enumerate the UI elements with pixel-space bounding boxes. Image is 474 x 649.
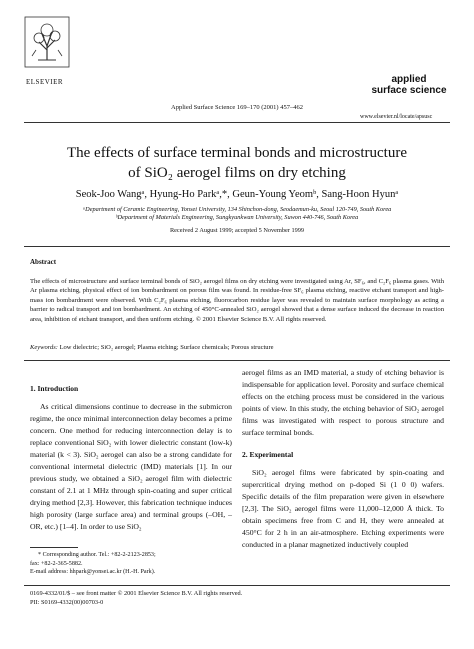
elsevier-tree-logo-icon bbox=[24, 16, 70, 68]
keywords-list: Low dielectric; SiO₂ aerogel; Plasma etching; Surface chemicals; Porous structure bbox=[59, 344, 274, 351]
section-2-paragraph: SiO₂ aerogel films were fabricated by spin-coating and supercritical drying method on p-doped Si (1 0 0) wafers. Specific details of the film preparation were given in elsewhere [2,3]. The SiO₂ aerogel films were 11,000–12,000 Å thick. To obtain specimens free from C and H, they were annealed at 450°C for 2 h in an air-atmosphere. Etching experiments were conducted in a planar magnetized inductively coupled bbox=[242, 468, 444, 549]
header-rule bbox=[24, 122, 450, 123]
abstract-heading: Abstract bbox=[30, 258, 57, 266]
right-column bbox=[242, 367, 444, 551]
footer-pii: PII: S0169-4332(00)00703-0 bbox=[30, 599, 104, 606]
journal-logo-line1: applied bbox=[391, 74, 427, 85]
abstract-bottom-rule bbox=[24, 360, 450, 361]
received-dates: Received 2 August 1999; accepted 5 November 1999 bbox=[169, 227, 305, 234]
abstract-top-rule bbox=[24, 246, 450, 247]
journal-logo-line2: surface science bbox=[371, 85, 447, 96]
section-1-heading: 1. Introduction bbox=[30, 384, 79, 393]
affiliation-a: ᵃDepartment of Ceramic Engineering, Yonsei University, 134 Shinchon-dong, Seodaemun-ku, Seoul 120-749, South Korea bbox=[82, 206, 392, 213]
section-2-heading: 2. Experimental bbox=[242, 450, 294, 459]
footer-issn: 0169-4332/01/$ – see front matter © 2001 Elsevier Science B.V. All rights reserved. bbox=[30, 590, 243, 597]
publisher-name: ELSEVIER bbox=[26, 78, 64, 86]
title-line-1: The effects of surface terminal bonds and microstructure bbox=[66, 145, 407, 161]
keywords-label: Keywords: bbox=[30, 344, 58, 351]
article-title bbox=[40, 143, 434, 183]
author-list: Seok-Joo Wangᵃ, Hyung-Ho Parkᵃ,*, Geun-Young Yeomᵇ, Sang-Hoon Hyunᵃ bbox=[75, 189, 399, 200]
footnote-corresponding: * Corresponding author. Tel.: +82-2-2123-2853; bbox=[38, 552, 156, 558]
keywords bbox=[30, 344, 444, 351]
footnote-fax: fax: +82-2-365-5882. bbox=[30, 560, 83, 567]
affiliation-b: ᵇDepartment of Materials Engineering, Sungkyunkwan University, Suwon 440-746, South Korea bbox=[115, 214, 359, 221]
section-1-paragraph: As critical dimensions continue to decrease in the submicron regime, the once minimal interconnection delay becomes a prime concern. One method for reducing interconnection delay is to replace conventional SiO₂ with lower dielectric constant (low-k) material (k < 3). SiO₂ aerogel can also be a strong candidate for conventional intermetal dielectric (IMD) materials [1]. In our previous study, we obtained a SiO₂ aerogel film with dielectric constant of 2.1 at 1 MHz through spin-coating and super critical drying method [2,3]. However, this fabrication technique induces high porosity (large surface area) and terminal groups (–OH, –OR, etc.) [1–4]. In order to use SiO₂ bbox=[30, 402, 232, 531]
title-line-2: of SiO₂ aerogel films on dry etching bbox=[128, 165, 346, 181]
footnote-rule bbox=[30, 547, 78, 548]
abstract-text: The effects of microstructure and surface terminal bonds of SiO₂ aerogel films on dry etching were investigated using Ar, SF₆, and C₂F₆ plasma gases. With Ar plasma etching, physical effect of ion bombardment on porous film was found. In residue-free SF₆ plasma etching, reactive etchant transport and high-mass ion bombardment were observed. With C₂F₆ plasma etching, fluorocarbon residue layer was revealed to maintain surface morphology as acting a barrier to radical transport and ion bombardment. An etching of 450°C-annealed SiO₂ aerogel showed that a dense surface induced the decrease in reaction area, inhibition of etchant transport, and then uniform etching. © 2001 Elsevier Science B.V. All rights reserved. bbox=[30, 278, 444, 323]
footnote-email: E-mail address: hhpark@yonsei.ac.kr (H.-H. Park). bbox=[30, 569, 156, 576]
section-1-paragraph-continued: aerogel films as an IMD material, a study of etching behavior is indispensable for application level. Porosity and surface chemical effects on the etching process must be considered in the various points of view. In this study, the etching behavior of SiO₂ aerogel films was investigated with respect to porous structure and surface terminal bonds. bbox=[242, 368, 444, 437]
left-column bbox=[30, 383, 232, 533]
footer-rule bbox=[24, 585, 450, 586]
footnote bbox=[30, 551, 232, 577]
journal-citation: Applied Surface Science 169–170 (2001) 457–462 bbox=[171, 104, 303, 111]
journal-logo bbox=[366, 74, 452, 110]
journal-url[interactable]: www.elsevier.nl/locate/apsusc bbox=[360, 114, 433, 120]
